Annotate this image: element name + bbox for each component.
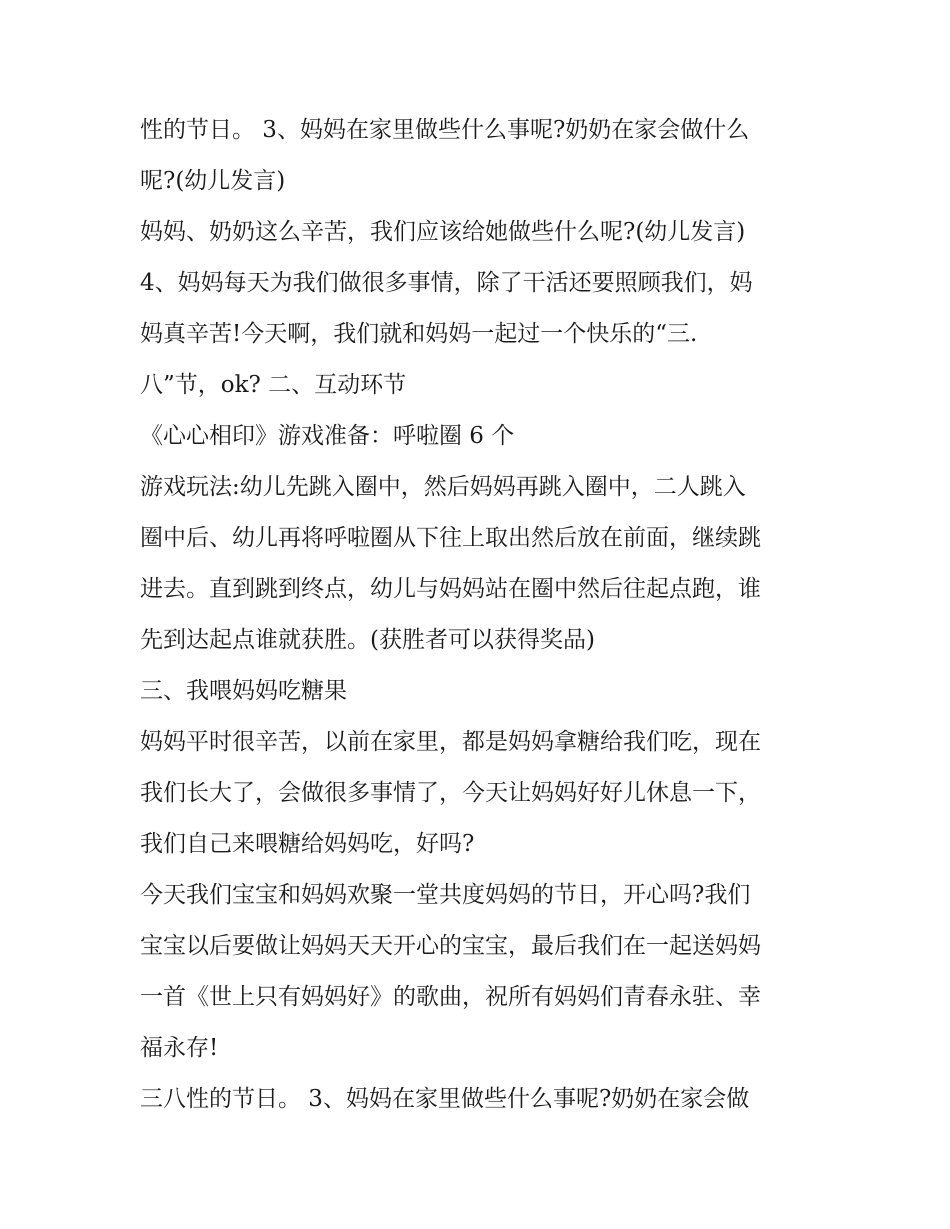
text-line: 圈中后、幼儿再将呼啦圈从下往上取出然后放在前面，继续跳 <box>140 525 761 551</box>
section-heading: 三、我喂妈妈吃糖果 <box>140 678 347 704</box>
text-line: 今天我们宝宝和妈妈欢聚一堂共度妈妈的节日，开心吗?我们 <box>140 882 751 908</box>
text-line: 妈妈、奶奶这么辛苦，我们应该给她做些什么呢?(幼儿发言) <box>140 219 746 245</box>
text-line: 进去。直到跳到终点，幼儿与妈妈站在圈中然后往起点跑，谁 <box>140 576 761 602</box>
text-line: 呢?(幼儿发言) <box>140 168 286 194</box>
text-line: 先到达起点谁就获胜。(获胜者可以获得奖品) <box>140 627 595 653</box>
text-line: 福永存! <box>140 1035 219 1061</box>
document-body <box>140 105 820 1125</box>
text-line: 八”节，ok? 二、互动环节 <box>140 372 407 398</box>
text-line: 我们长大了，会做很多事情了，今天让妈妈好好儿休息一下， <box>140 780 761 806</box>
text-line: 妈妈平时很辛苦，以前在家里，都是妈妈拿糖给我们吃，现在 <box>140 729 761 755</box>
text-line: 我们自己来喂糖给妈妈吃，好吗? <box>140 831 475 857</box>
text-line: 性的节日。 3、妈妈在家里做些什么事呢?奶奶在家会做什么 <box>140 117 750 143</box>
text-line: 游戏玩法:幼儿先跳入圈中，然后妈妈再跳入圈中，二人跳入 <box>140 474 746 500</box>
text-line: 妈真辛苦!今天啊，我们就和妈妈一起过一个快乐的“三. <box>140 321 698 347</box>
text-line: 4、妈妈每天为我们做很多事情，除了干活还要照顾我们，妈 <box>140 270 753 296</box>
text-line: 《心心相印》游戏准备：呼啦圈 6 个 <box>140 423 515 449</box>
text-line: 宝宝以后要做让妈妈天天开心的宝宝，最后我们在一起送妈妈 <box>140 933 761 959</box>
text-line: 三八性的节日。 3、妈妈在家里做些什么事呢?奶奶在家会做 <box>140 1086 750 1112</box>
text-line: 一首《世上只有妈妈好》的歌曲，祝所有妈妈们青春永驻、幸 <box>140 984 761 1010</box>
